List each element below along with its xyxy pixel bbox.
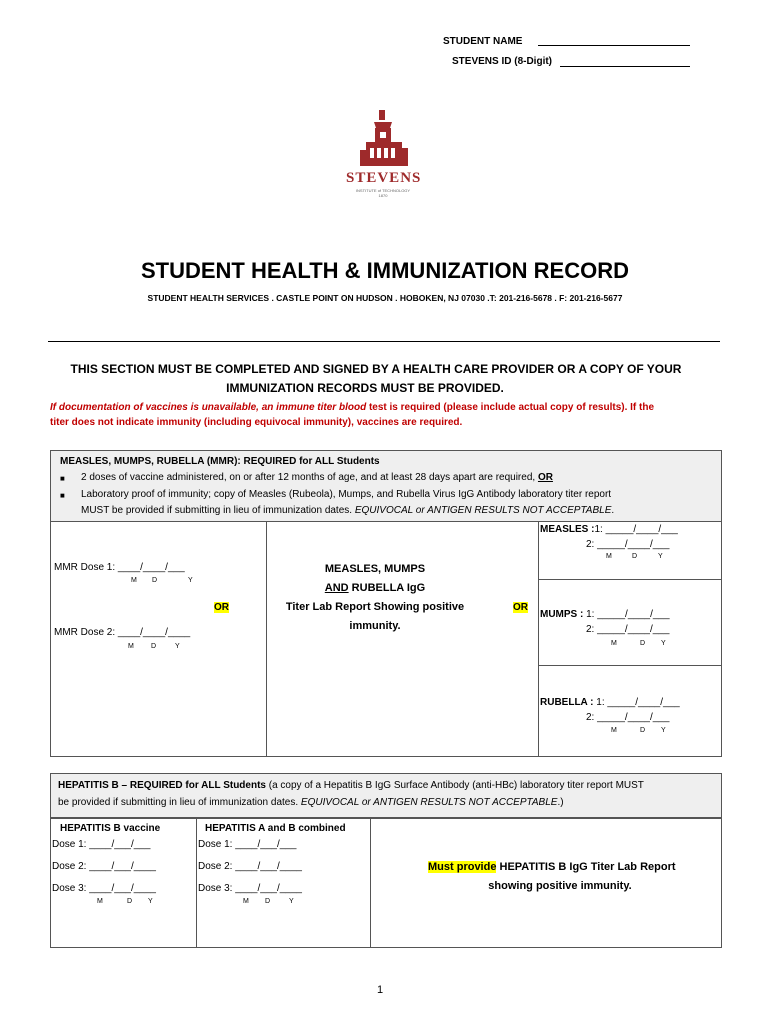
mmr-heading: MEASLES, MUMPS, RUBELLA (MMR): REQUIRED for ALL Students xyxy=(60,456,380,467)
mdy-d: D xyxy=(640,727,646,734)
student-name-label: STUDENT NAME xyxy=(443,36,523,47)
titer-line-2 xyxy=(280,582,470,594)
instruction-line-1: THIS SECTION MUST BE COMPLETED AND SIGNED BY A HEALTH CARE PROVIDER OR A COPY OF YOUR xyxy=(70,362,682,376)
mmr-col-divider-2 xyxy=(538,521,539,757)
mmr-row-divider-2 xyxy=(538,665,722,666)
hepb-col1-title: HEPATITIS B vaccine xyxy=(60,823,161,834)
red-note-rest: test is required (please include actual copy of results). If the xyxy=(366,402,655,413)
measles-label: MEASLES : xyxy=(540,524,595,535)
mumps-label: MUMPS : xyxy=(540,609,584,620)
mumps-dose-1-blank[interactable]: 1: _____/____/___ xyxy=(586,609,670,620)
mmr-bullet-2: Laboratory proof of immunity; copy of Measles (Rubeola), Mumps, and Rubella Virus IgG Antibody laboratory titer report xyxy=(81,489,612,500)
mmr-dose-2[interactable] xyxy=(54,627,190,638)
mdy-d: D xyxy=(632,553,638,560)
logo-name: STEVENS xyxy=(346,170,422,186)
mdy-d: D xyxy=(151,643,157,650)
titer-line-2-rest: RUBELLA IgG xyxy=(348,582,426,594)
hepb-col-divider-1 xyxy=(196,818,197,948)
stevens-id-label: STEVENS ID (8-Digit) xyxy=(452,56,553,67)
bullet-icon: ■ xyxy=(60,474,65,483)
hepb-titer-rest: HEPATITIS B IgG Titer Lab Report xyxy=(496,861,676,873)
titer-line-1: MEASLES, MUMPS xyxy=(324,563,426,575)
bullet-icon: ■ xyxy=(60,491,65,500)
mdy-m: M xyxy=(97,898,103,905)
or-label-left: OR xyxy=(214,602,229,613)
mdy-y: Y xyxy=(661,727,666,734)
rubella-dose-2[interactable]: 2: _____/____/___ xyxy=(586,712,670,723)
mdy-d: D xyxy=(127,898,133,905)
titer-line-3: Titer Lab Report Showing positive xyxy=(285,601,465,613)
mdy-y: Y xyxy=(289,898,294,905)
mdy-d: D xyxy=(152,577,158,584)
hepb-col-divider-2 xyxy=(370,818,371,948)
mdy-d: D xyxy=(265,898,271,905)
mmr-col-divider-1 xyxy=(266,521,267,757)
measles-dose-2[interactable]: 2: _____/____/___ xyxy=(586,539,670,550)
hepb-col2-title: HEPATITIS A and B combined xyxy=(205,823,346,834)
mdy-m: M xyxy=(606,553,612,560)
stevens-id-field[interactable] xyxy=(560,56,690,67)
red-note-line-1 xyxy=(50,402,654,413)
mdy-y: Y xyxy=(148,898,153,905)
mmr-row-divider-1 xyxy=(538,579,722,580)
mdy-y: Y xyxy=(661,640,666,647)
mmr-bullet-2-line-2-text: MUST be provided if submitting in lieu of immunization dates. xyxy=(81,505,353,516)
mmr-bullet-2-line-2: MUST be provided if submitting in lieu of immunization dates. EQUIVOCAL or ANTIGEN RESULTS NOT ACCEPTABLE. xyxy=(81,505,615,516)
or-label-right: OR xyxy=(513,602,528,613)
hepb-dose-2[interactable]: Dose 2: ____/___/____ xyxy=(52,861,156,872)
hepb-heading-line-2: be provided if submitting in lieu of immunization dates. EQUIVOCAL or ANTIGEN RESULTS NOT ACCEPTABLE.) xyxy=(58,797,564,808)
page-title: STUDENT HEALTH & IMMUNIZATION RECORD xyxy=(140,258,630,283)
hepb-dose-3[interactable]: Dose 3: ____/___/____ xyxy=(52,883,156,894)
mdy-y: Y xyxy=(188,577,193,584)
hepb-heading-rest: (a copy of a Hepatitis B IgG Surface Antibody (anti-HBc) laboratory titer report MUST xyxy=(265,780,644,791)
mmr-dose-2-label: MMR Dose 2: xyxy=(54,627,116,638)
hepab-dose-1[interactable]: Dose 1: ____/___/___ xyxy=(198,839,297,850)
measles-dose-1-blank[interactable]: 1: _____/____/___ xyxy=(594,524,678,535)
student-name-field[interactable] xyxy=(538,35,690,46)
must-provide-highlight: Must provide xyxy=(428,861,497,873)
hepb-dose-1[interactable]: Dose 1: ____/___/___ xyxy=(52,839,151,850)
hepab-dose-2[interactable]: Dose 2: ____/___/____ xyxy=(198,861,302,872)
red-note-italic: If documentation of vaccines is unavailable, an immune titer blood xyxy=(50,402,367,413)
mmr-dose-1-blank[interactable]: ____/____/___ xyxy=(117,562,185,573)
mdy-y: Y xyxy=(658,553,663,560)
mmr-bullet-1 xyxy=(81,472,553,483)
page-number: 1 xyxy=(376,984,384,996)
mumps-dose-2[interactable]: 2: _____/____/___ xyxy=(586,624,670,635)
mdy-m: M xyxy=(611,727,617,734)
hepb-heading-bold: HEPATITIS B – REQUIRED for ALL Students xyxy=(58,780,266,791)
rubella-label: RUBELLA : xyxy=(540,697,594,708)
mmr-dose-1-label: MMR Dose 1: xyxy=(54,562,116,573)
mmr-dose-2-blank[interactable]: ____/____/____ xyxy=(117,627,191,638)
mmr-bullet-1-text: 2 doses of vaccine administered, on or after 12 months of age, and at least 28 days apart are required, xyxy=(81,472,536,483)
red-note-line-2: titer does not indicate immunity (including equivocal immunity), vaccines are required. xyxy=(50,417,463,428)
hepb-heading xyxy=(58,780,644,791)
instruction-line-2: IMMUNIZATION RECORDS MUST BE PROVIDED. xyxy=(226,381,504,395)
titer-line-4: immunity. xyxy=(349,620,401,632)
mmr-dose-1[interactable] xyxy=(54,562,185,573)
hepb-titer-line-2: showing positive immunity. xyxy=(488,880,632,892)
rubella-dose-1-blank[interactable]: 1: _____/____/___ xyxy=(596,697,680,708)
hepab-dose-3[interactable]: Dose 3: ____/___/____ xyxy=(198,883,302,894)
mdy-m: M xyxy=(243,898,249,905)
mdy-y: Y xyxy=(175,643,180,650)
mmr-bullet-2-italic: EQUIVOCAL or ANTIGEN RESULTS NOT ACCEPTABLE xyxy=(354,505,612,516)
measles-dose-1[interactable] xyxy=(540,524,678,535)
mmr-bullet-1-or: OR xyxy=(537,472,553,483)
titer-and: AND xyxy=(324,582,349,594)
stevens-tower-icon xyxy=(346,108,420,170)
hepb-titer-line-1 xyxy=(428,861,676,873)
mdy-m: M xyxy=(131,577,137,584)
mdy-d: D xyxy=(640,640,646,647)
page-subtitle: STUDENT HEALTH SERVICES . CASTLE POINT ON HUDSON . HOBOKEN, NJ 07030 .T: 201-216-5678 . F: 201-216-5677 xyxy=(147,293,623,303)
title-divider xyxy=(48,341,720,342)
rubella-dose-1[interactable] xyxy=(540,697,680,708)
mdy-m: M xyxy=(128,643,134,650)
logo-subtitle: INSTITUTE of TECHNOLOGY xyxy=(355,188,411,193)
mdy-m: M xyxy=(611,640,617,647)
logo-year: 1870 xyxy=(378,193,388,198)
hepb-heading-line-2-text: be provided if submitting in lieu of immunization dates. xyxy=(58,797,299,808)
stevens-logo xyxy=(346,108,420,200)
hepb-heading-italic: EQUIVOCAL or ANTIGEN RESULTS NOT ACCEPTABLE xyxy=(300,797,558,808)
mumps-dose-1[interactable] xyxy=(540,609,670,620)
